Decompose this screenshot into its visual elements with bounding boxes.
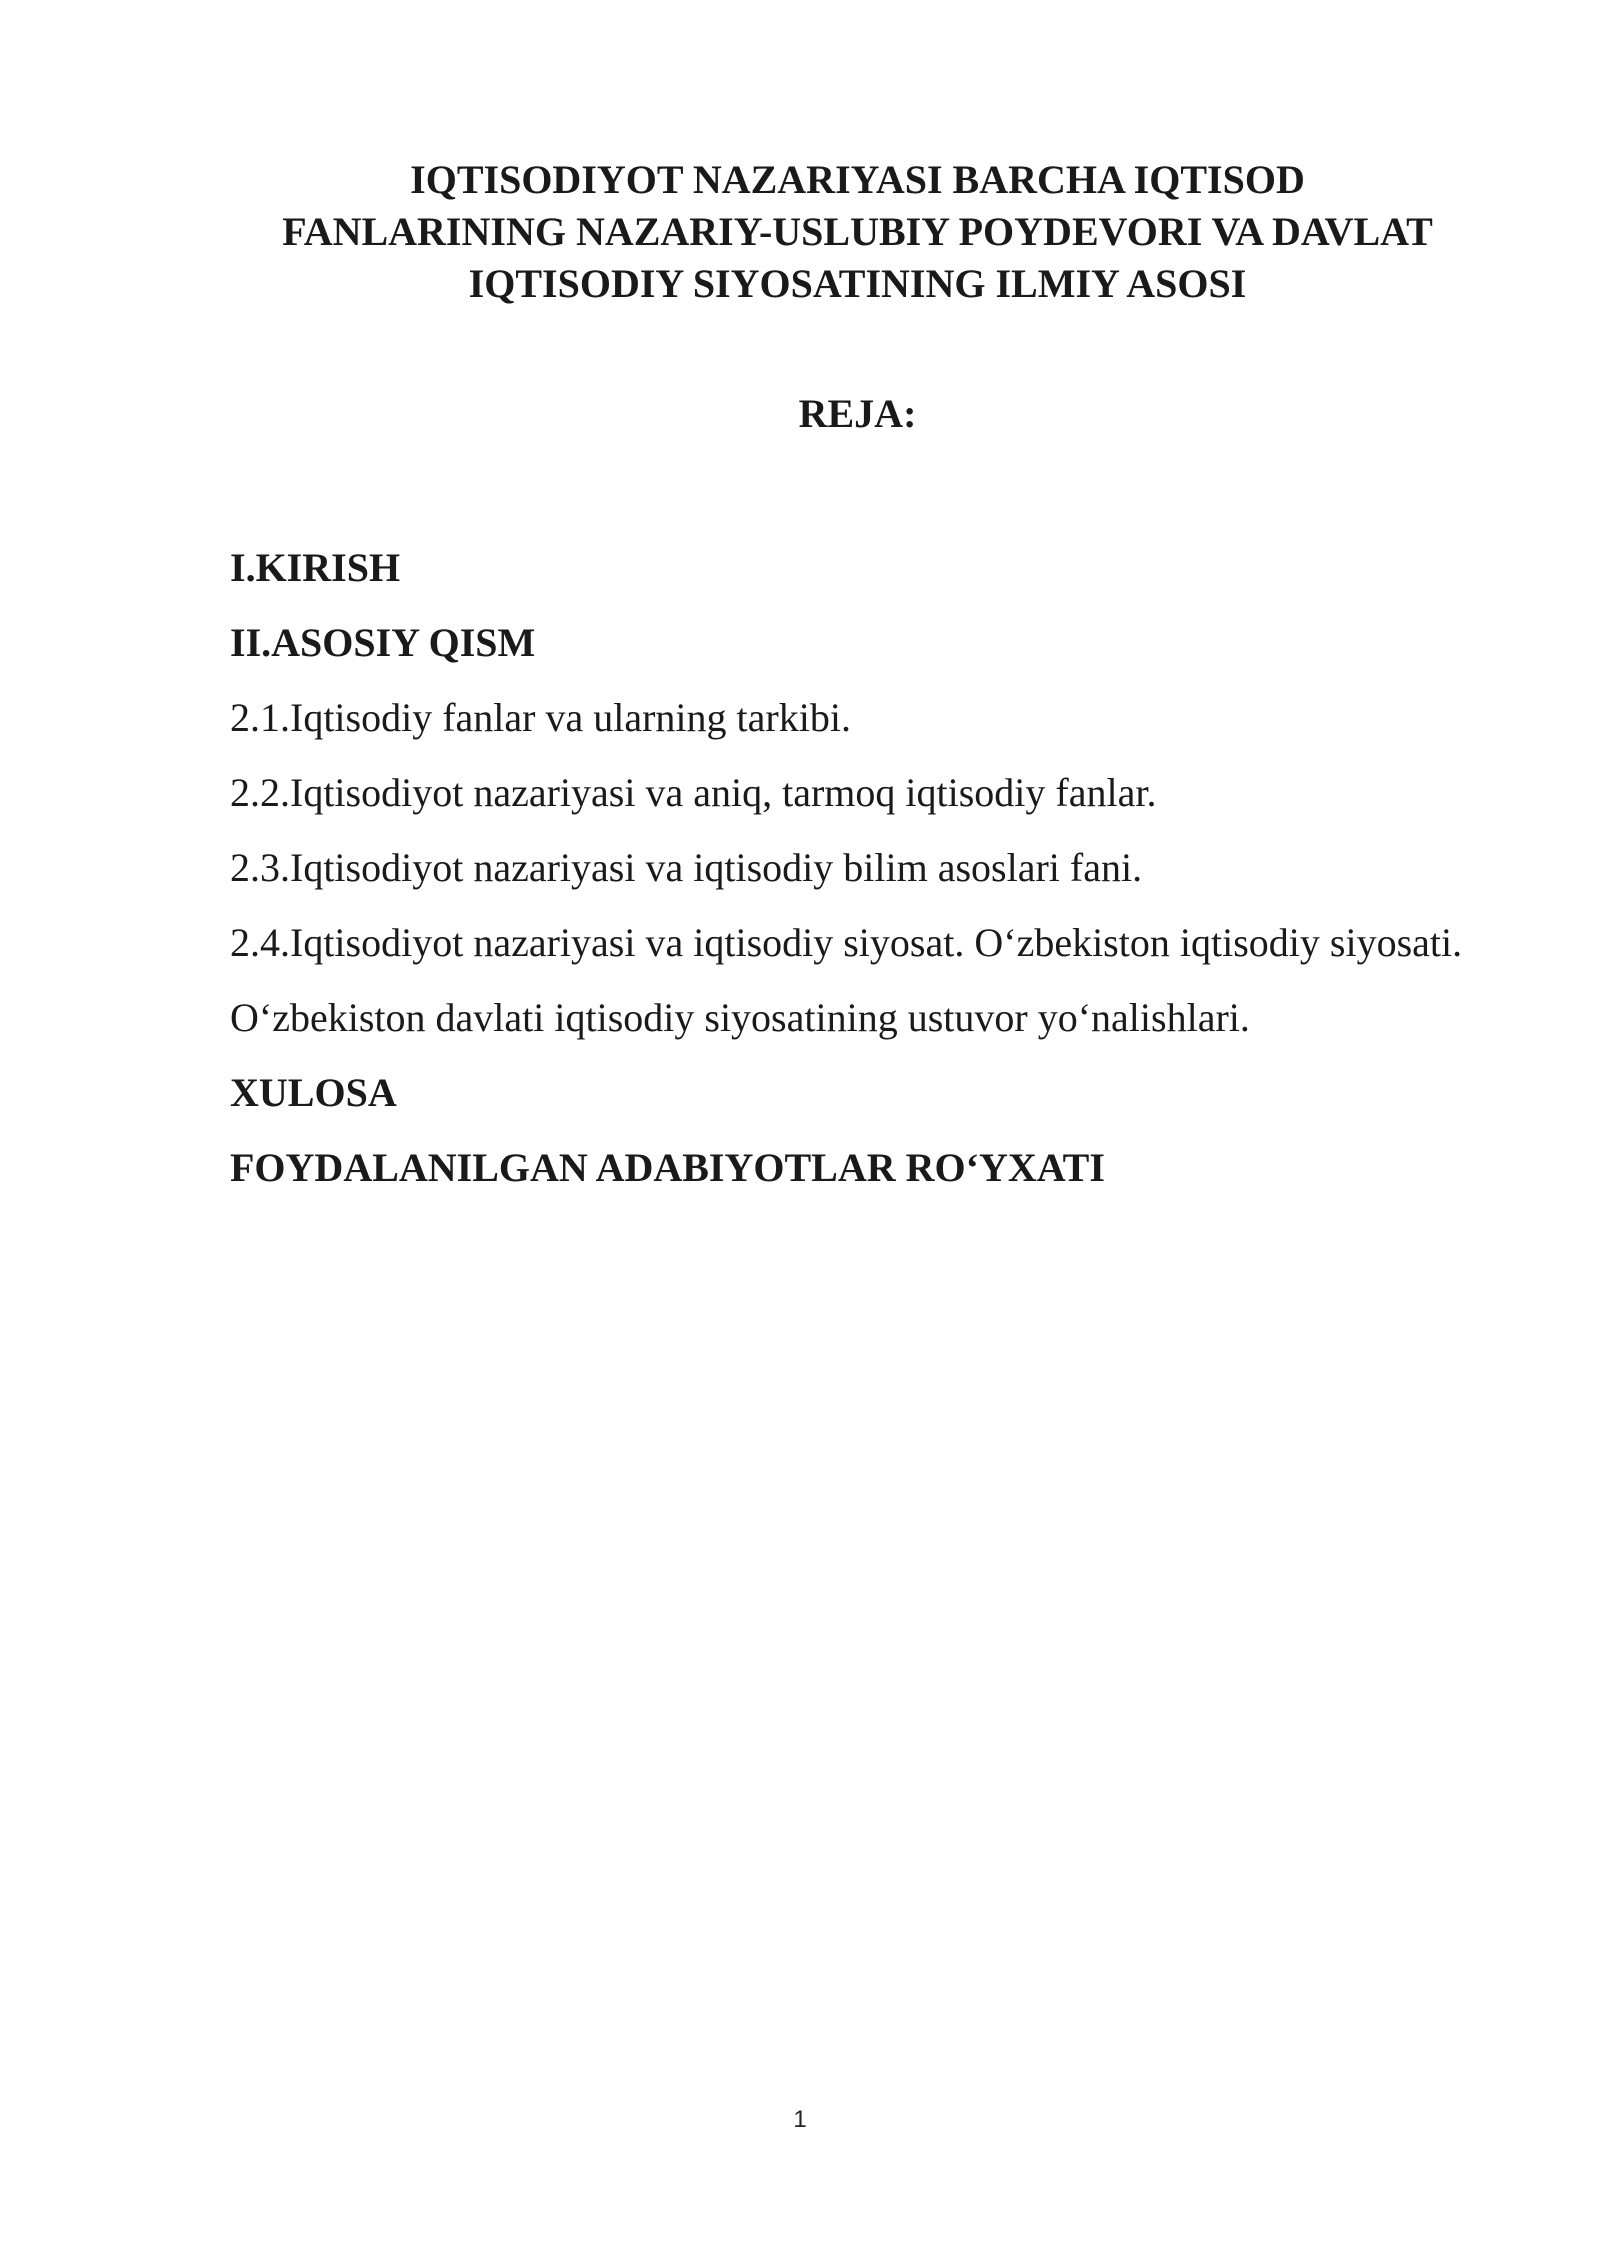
document-title [230,154,1485,310]
toc-item-2-2: 2.2.Iqtisodiyot nazariyasi va aniq, tarmoq iqtisodiy fanlar. [230,770,1157,815]
plan-heading: REJA: [798,391,917,436]
toc-item-references: FOYDALANILGAN ADABIYOTLAR RO‘YXATI [230,1145,1105,1190]
toc-item-2-4: 2.4.Iqtisodiyot nazariyasi va iqtisodiy siyosat. O‘zbekiston iqtisodiy siyosati. O‘zbekiston davlati iqtisodiy siyosatining ustuvor yo‘nalishlari. [230,920,1463,1040]
table-of-contents [230,530,1520,1205]
page-number: 1 [793,2106,807,2133]
title-line: IQTISODIY SIYOSATINING ILMIY ASOSI [468,261,1247,306]
toc-item-2-3: 2.3.Iqtisodiyot nazariyasi va iqtisodiy bilim asoslari fani. [230,845,1143,890]
toc-item-2-1: 2.1.Iqtisodiy fanlar va ularning tarkibi. [230,695,851,740]
title-line: FANLARINING NAZARIY-USLUBIY POYDEVORI VA DAVLAT [282,209,1433,254]
toc-item-asosiy-qism: II.ASOSIY QISM [230,620,536,665]
toc-item-kirish: I.KIRISH [230,545,401,590]
toc-item-xulosa: XULOSA [230,1070,397,1115]
title-line: IQTISODIYOT NAZARIYASI BARCHA IQTISOD [410,157,1305,202]
